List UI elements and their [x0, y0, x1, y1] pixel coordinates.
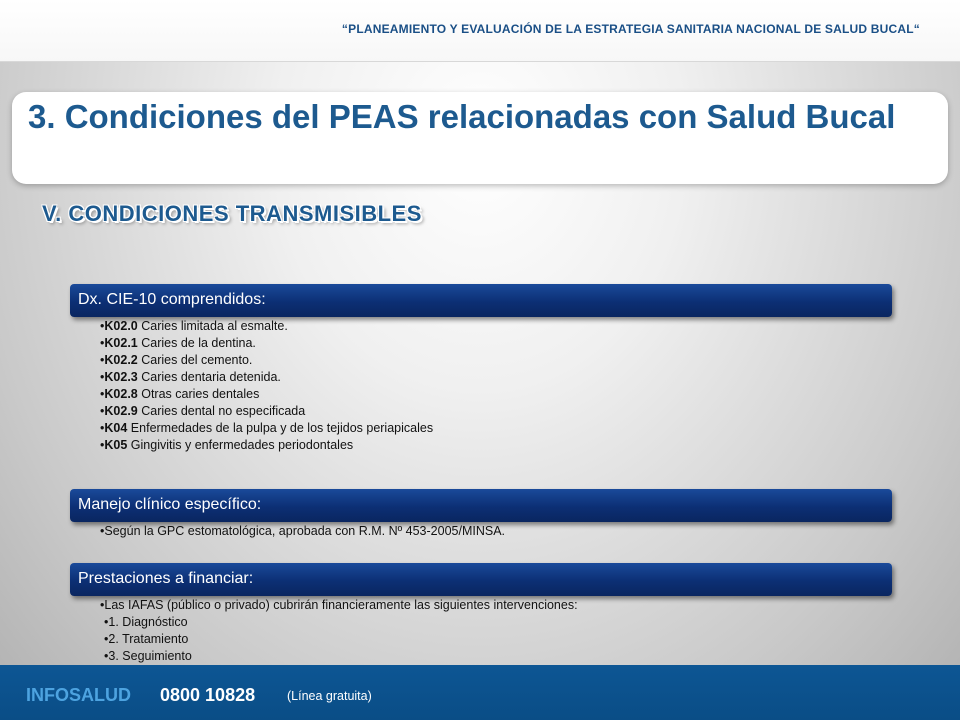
dx-description: Caries de la dentina.	[137, 336, 256, 350]
dx-code: K05	[104, 438, 128, 452]
interventions-list	[104, 614, 192, 665]
list-item	[100, 403, 433, 420]
dx-code: K02.1	[104, 336, 138, 350]
header-title: “PLANEAMIENTO Y EVALUACIÓN DE LA ESTRATEGIA SANITARIA NACIONAL DE SALUD BUCAL“	[341, 22, 920, 36]
manejo-text: Según la GPC estomatológica, aprobada con R.M. Nº 453-2005/MINSA.	[104, 524, 506, 538]
dx-description: Otras caries dentales	[137, 387, 260, 401]
list-item	[100, 386, 433, 403]
list-item	[100, 420, 433, 437]
list-item	[100, 597, 578, 614]
prestaciones-list	[100, 597, 578, 614]
section-header-prestaciones	[70, 563, 892, 596]
intervention-text: 3. Seguimiento	[108, 649, 192, 663]
intervention-text: 2. Tratamiento	[108, 632, 189, 646]
title-box	[12, 92, 948, 184]
footer-note: (Línea gratuita)	[287, 689, 372, 703]
top-bar	[0, 0, 960, 62]
list-item	[100, 523, 505, 540]
list-item	[104, 648, 192, 665]
list-item	[100, 318, 433, 335]
slide-title: 3. Condiciones del PEAS relacionadas con Salud Bucal	[28, 98, 896, 135]
list-item	[100, 369, 433, 386]
list-item	[100, 335, 433, 352]
intervention-text: 1. Diagnóstico	[108, 615, 188, 629]
dx-description: Caries dental no especificada	[137, 404, 306, 418]
footer-bar	[0, 665, 960, 720]
list-item	[104, 631, 192, 648]
section-label: Dx. CIE-10 comprendidos:	[78, 291, 266, 308]
slide-subtitle: V. CONDICIONES TRANSMISIBLES	[42, 201, 422, 226]
manejo-list	[100, 523, 505, 540]
dx-code-list	[100, 318, 433, 454]
dx-description: Caries dentaria detenida.	[137, 370, 281, 384]
dx-code: K02.0	[104, 319, 138, 333]
section-header-manejo	[70, 489, 892, 522]
dx-code: K02.9	[104, 404, 138, 418]
prestaciones-text: Las IAFAS (público o privado) cubrirán financieramente las siguientes intervenciones:	[104, 598, 578, 612]
section-label: Prestaciones a financiar:	[78, 570, 254, 587]
list-item	[100, 352, 433, 369]
dx-description: Gingivitis y enfermedades periodontales	[127, 438, 354, 452]
list-item	[104, 614, 192, 631]
dx-description: Caries limitada al esmalte.	[137, 319, 288, 333]
dx-description: Enfermedades de la pulpa y de los tejidos periapicales	[127, 421, 434, 435]
dx-code: K02.8	[104, 387, 138, 401]
dx-code: K02.2	[104, 353, 138, 367]
dx-description: Caries del cemento.	[137, 353, 253, 367]
list-item	[100, 437, 433, 454]
footer-brand: INFOSALUD	[26, 685, 131, 705]
footer-phone: 0800 10828	[160, 685, 256, 705]
section-label: Manejo clínico específico:	[78, 496, 262, 513]
dx-code: K02.3	[104, 370, 138, 384]
section-header-dx	[70, 284, 892, 317]
dx-code: K04	[104, 421, 128, 435]
